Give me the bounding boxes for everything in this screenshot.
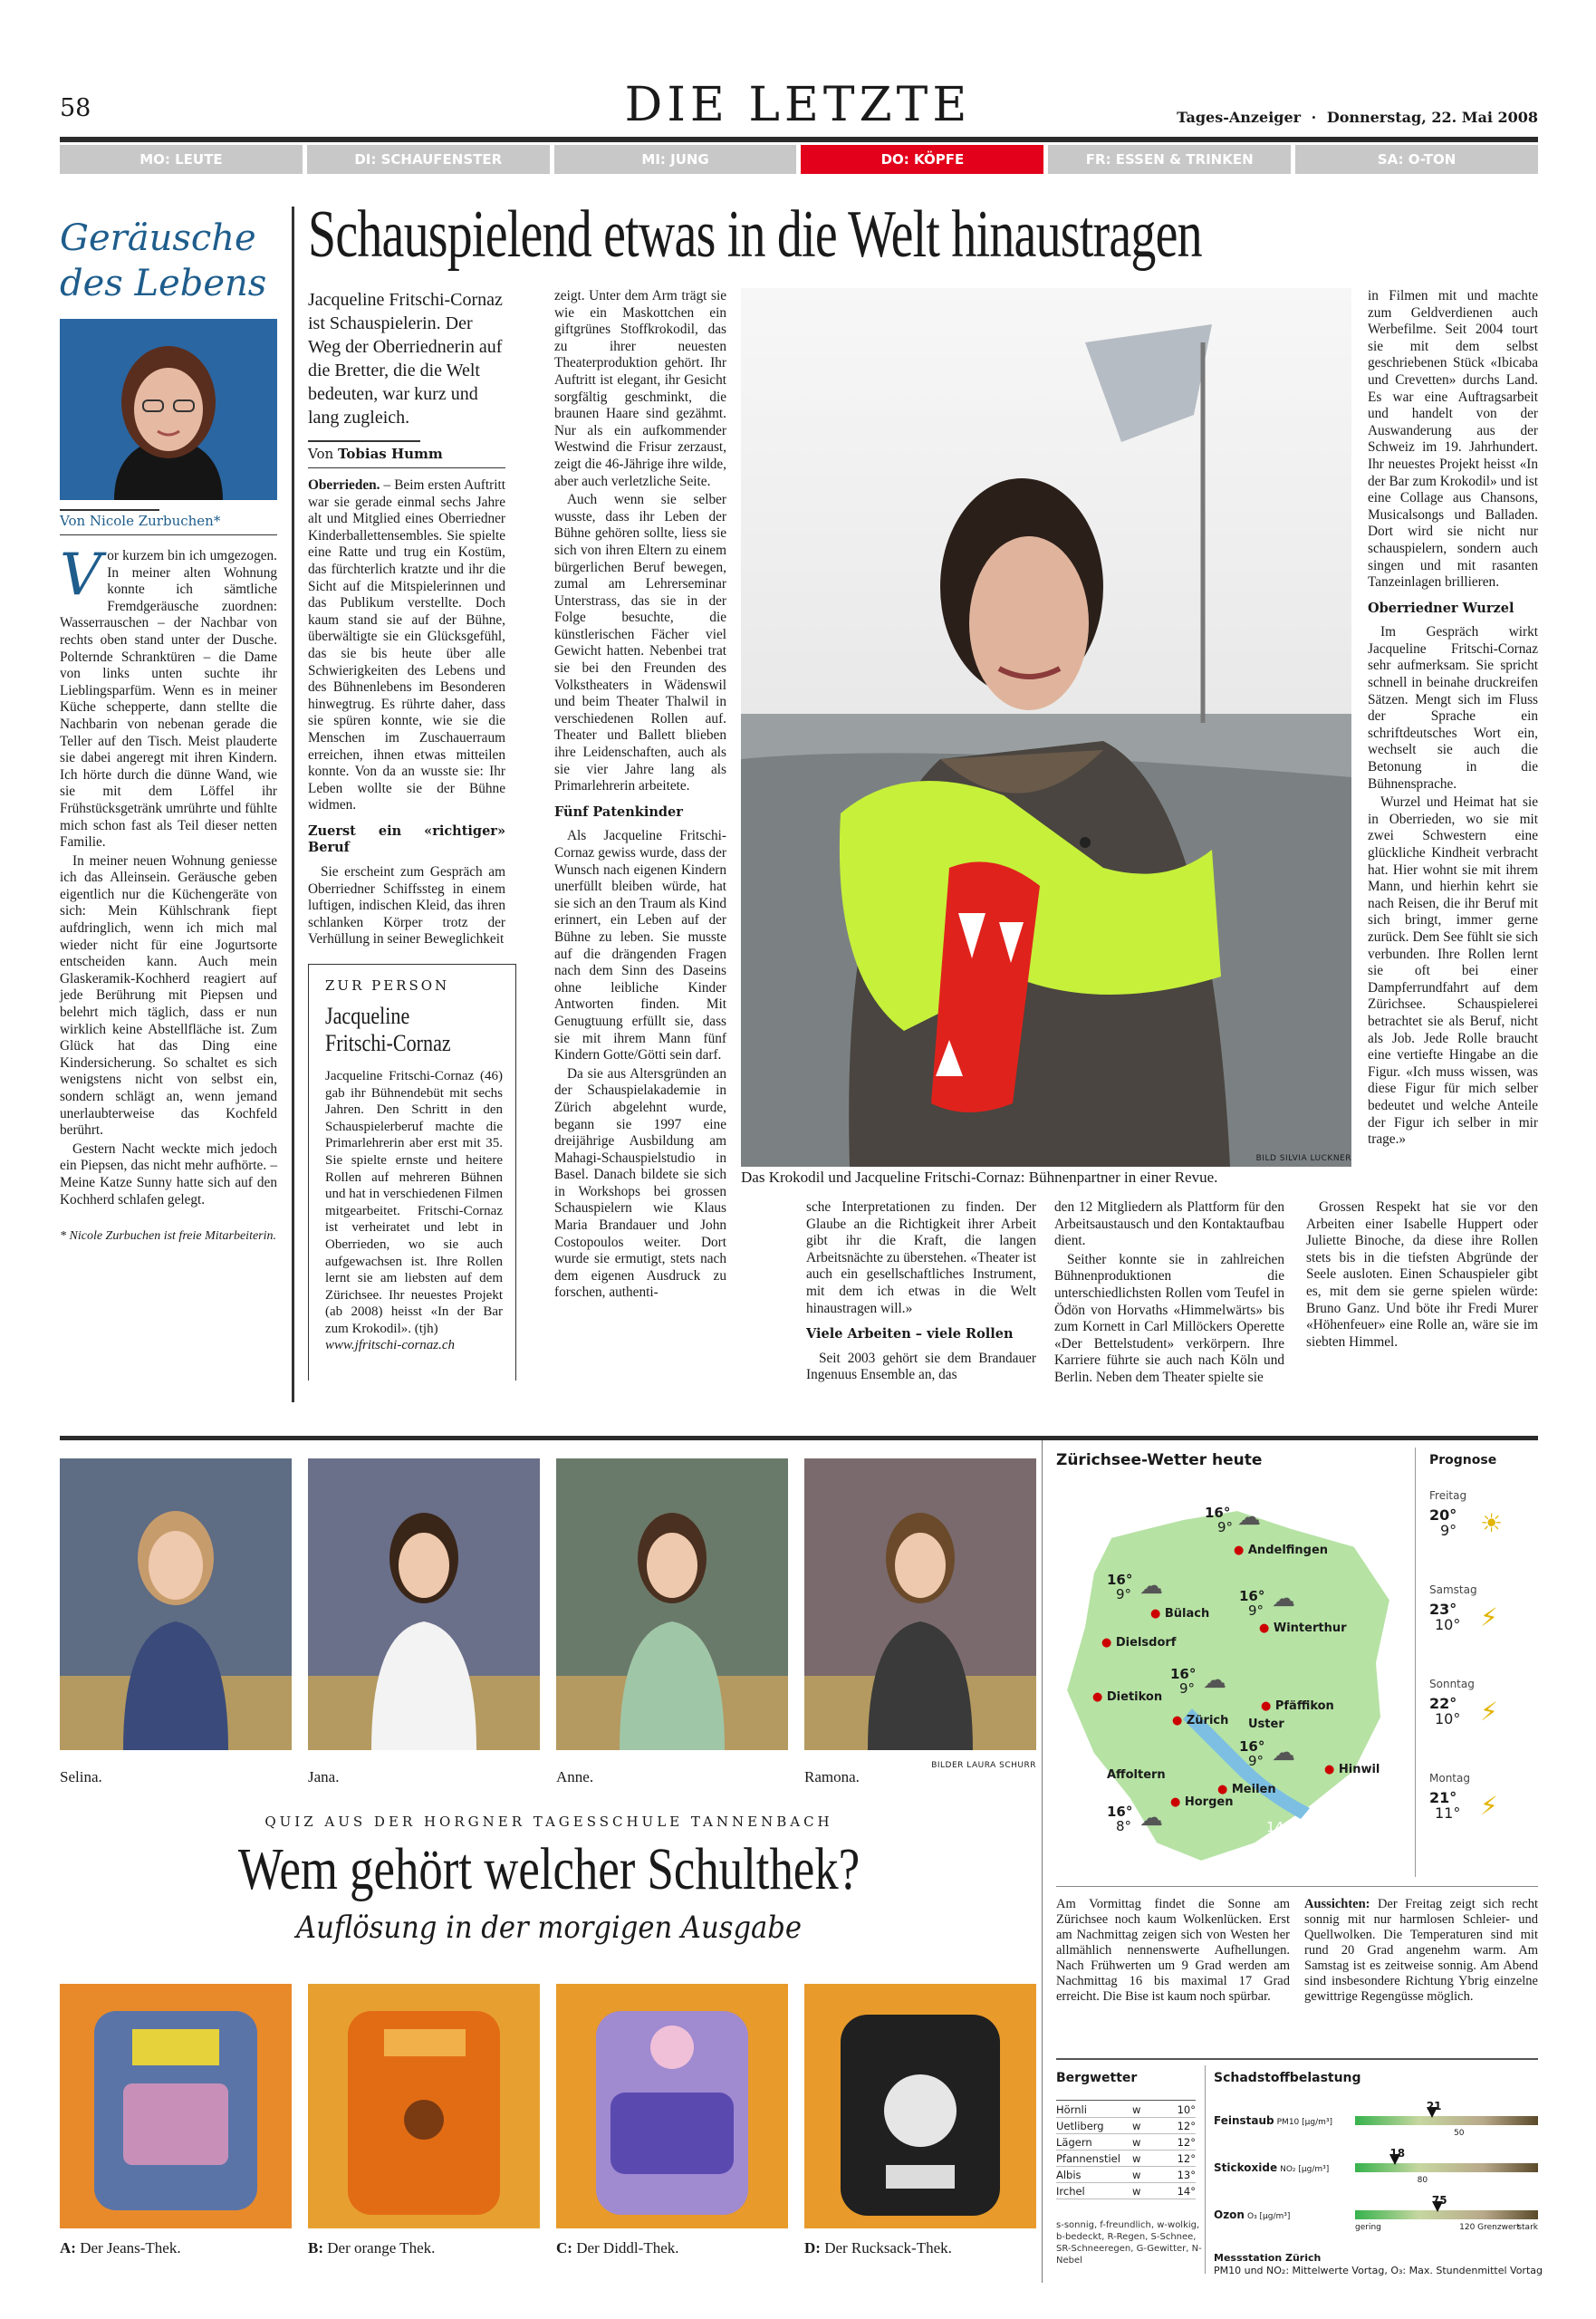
person-name-line: Jacqueline xyxy=(325,1003,410,1029)
article-col-2 xyxy=(554,288,726,1304)
kid-caption: Selina. xyxy=(60,1768,102,1785)
town-uster xyxy=(1248,1718,1284,1731)
kid-photo xyxy=(308,1458,540,1750)
bag-letter: B: xyxy=(308,2239,323,2256)
bag-photo xyxy=(308,1984,540,2228)
tab-label: FR: ESSEN & TRINKEN xyxy=(1085,151,1254,168)
station-text: PM10 und NO₂: Mittelwerte Vortag, O₃: Max. Stundenmittel Vortag xyxy=(1214,2265,1543,2276)
pollution-value: 18 xyxy=(1389,2147,1406,2160)
kid-caption: Ramona. xyxy=(804,1768,860,1785)
forecast-lo: 10° xyxy=(1435,1616,1461,1633)
article-paragraph xyxy=(308,477,505,814)
forecast-list xyxy=(1429,1482,1538,1859)
berg-temp: 13° xyxy=(1177,2168,1196,2181)
weather-text-rule xyxy=(1056,1886,1538,1887)
pollution-row xyxy=(1214,2192,1538,2239)
bags-gallery xyxy=(60,1984,1038,2237)
forecast-hi: 20° xyxy=(1429,1506,1457,1524)
article-paragraph: zeigt. Unter dem Arm trägt sie wie ein Maskottchen ein giftgrünes Stoffkrokodil, das zu ihrer neuesten Theaterproduktion gehört. Ihr Auftritt ist elegant, ihr Gesicht sorgfältig geschminkt, die braunen Haare sind gezähmt. Nur als ein aufkommender Westwind die Frisur zerzaust, zeigt die 46-Jährige ihre wilde, aber auch verletzliche Seite. xyxy=(554,288,726,489)
article-lead: Jacqueline Fritschi-Cornaz ist Schauspielerin. Der Weg der Oberriednerin auf die Bretter, die die Welt bedeuten, war kurz und lang zugleich. xyxy=(308,290,503,428)
pollution-label xyxy=(1214,2208,1290,2221)
scale-low: gering xyxy=(1355,2223,1381,2232)
photo-caption: Das Krokodil und Jacqueline Fritschi-Cornaz: Bühnenpartner in einer Revue. xyxy=(741,1169,1218,1186)
kids-gallery xyxy=(60,1458,1038,1766)
kid-caption: Jana. xyxy=(308,1768,340,1785)
dropcap: V xyxy=(60,542,102,609)
town-label: Bülach xyxy=(1164,1607,1210,1621)
column-block xyxy=(60,216,277,1245)
forecast-hi: 21° xyxy=(1429,1789,1457,1806)
town-affoltern xyxy=(1107,1768,1166,1782)
pollution-row xyxy=(1214,2145,1538,2192)
column-byline: Von Nicole Zurbuchen* xyxy=(60,513,221,529)
temp-hi: 16° xyxy=(1107,1804,1133,1820)
bag-letter: C: xyxy=(556,2239,572,2256)
header-rule xyxy=(60,137,1538,142)
lake-temp: 14° xyxy=(1266,1819,1291,1835)
bag-photo xyxy=(60,1984,292,2228)
cloud-icon: ☁ xyxy=(1139,1804,1163,1831)
berg-table xyxy=(1056,2102,1196,2199)
column-title-line: Geräusche xyxy=(60,217,256,259)
berg-code: w xyxy=(1132,2151,1141,2165)
subhead: Zuerst ein «richtiger» Beruf xyxy=(308,823,505,856)
weather-map xyxy=(1056,1482,1409,1872)
bag-photo xyxy=(556,1984,788,2228)
person-box-name xyxy=(325,1003,476,1057)
thunder-icon: ⚡ xyxy=(1480,1602,1498,1632)
pollution-reference: 50 xyxy=(1454,2129,1465,2138)
forecast-day-label: Samstag xyxy=(1429,1583,1477,1596)
subhead: Viele Arbeiten – viele Rollen xyxy=(806,1326,1014,1342)
article-paragraph: Auch wenn sie selber wusste, dass ihr Leben der Bühne gehören sollte, liess sie sich von ihren Eltern zu einem bürgerlichen Beruf bewegen, zumal am Lehrerseminar Unterstrass, das sie in der Folge besuchte, die künstlerischen Fächer viel Gewicht hatten. Nebenbei trat sie bei den Freunden des Volkstheaters in Wädenswil und beim Theater Thalwil in verschiedenen Rollen auf. Theater und Ballett blieben ihre Leidenschaften, auch als sie vier Jahre lang als Primarlehrerin arbeitete. xyxy=(554,492,726,794)
prognose-divider xyxy=(1415,1448,1416,1877)
dateline-sep: · xyxy=(1311,109,1317,126)
paper-name: Tages-Anzeiger xyxy=(1177,109,1302,126)
berg-row xyxy=(1056,2118,1196,2134)
forecast-day xyxy=(1429,1482,1538,1576)
temp-hi: 16° xyxy=(1107,1572,1133,1588)
column-body xyxy=(60,542,277,1208)
weather-divider xyxy=(1042,1440,1043,2283)
tab-mi[interactable] xyxy=(554,145,797,174)
berg-temp: 12° xyxy=(1177,2119,1196,2132)
scale-high: stark xyxy=(1517,2223,1538,2232)
pollution-bar xyxy=(1355,2210,1538,2219)
berg-code: w xyxy=(1132,2102,1141,2116)
tab-di[interactable] xyxy=(307,145,550,174)
person-box-link[interactable]: www.jfritschi-cornaz.ch xyxy=(325,1337,456,1352)
forecast-hi: 23° xyxy=(1429,1601,1457,1618)
temp-lo: 9° xyxy=(1179,1680,1196,1697)
pollution-label xyxy=(1214,2161,1329,2174)
tab-label: MO: LEUTE xyxy=(139,151,223,168)
town-label: Affoltern xyxy=(1107,1768,1166,1782)
pollution-value: 75 xyxy=(1431,2194,1447,2207)
article-headline: Schauspielend etwas in die Welt hinaustragen xyxy=(308,197,1202,272)
town-zuerich: ● Zürich xyxy=(1172,1714,1229,1727)
town-buelach: ● Bülach xyxy=(1150,1607,1210,1621)
temp-lo: 8° xyxy=(1116,1818,1132,1834)
article-col-5-tail xyxy=(1306,1199,1538,1352)
article-col-3 xyxy=(806,1199,1036,1386)
town-horgen: ● Horgen xyxy=(1170,1795,1234,1809)
weather-text-right xyxy=(1304,1897,1538,2005)
tab-sa[interactable] xyxy=(1295,145,1538,174)
town-label: Horgen xyxy=(1184,1795,1234,1809)
thunder-icon: ⚡ xyxy=(1480,1790,1498,1821)
pollution-bar xyxy=(1355,2116,1538,2125)
column-title xyxy=(60,216,277,306)
article-col-4 xyxy=(1054,1199,1284,1389)
town-label: Uster xyxy=(1248,1718,1284,1731)
bag-label: Der Jeans-Thek. xyxy=(80,2239,181,2256)
town-andelfingen: ● Andelfingen xyxy=(1234,1544,1329,1557)
pollution-name: Stickoxide xyxy=(1214,2161,1278,2174)
pollution-name: Feinstaub xyxy=(1214,2114,1274,2127)
kid-photo xyxy=(60,1458,292,1750)
map-temp xyxy=(1107,1804,1132,1833)
column-paragraph xyxy=(60,542,277,852)
weather-text-left: Am Vormittag findet die Sonne am Zürichsee noch kaum Wolkenlücken. Erst am Nachmittag zeigen sich von Westen her allmählich nennenswerte Aufhellungen. Nach Frühwerten um 9 Grad werden am Nachmittag 16 bis maximal 17 Grad erreicht. Die Bise ist kaum noch spürbar. xyxy=(1056,1897,1290,2004)
quiz-subline: Auflösung in der morgigen Ausgabe xyxy=(296,1910,802,1946)
article-byline xyxy=(308,446,505,462)
berg-name: Albis xyxy=(1056,2168,1082,2181)
pollution-unit: PM10 [µg/m³] xyxy=(1276,2118,1332,2127)
pollution-label xyxy=(1214,2114,1332,2127)
tab-label: SA: O-TON xyxy=(1377,151,1457,168)
berg-name: Hörnli xyxy=(1056,2102,1087,2116)
berg-title: Bergwetter xyxy=(1056,2071,1138,2085)
bag-photo xyxy=(804,1984,1036,2228)
article-paragraph: Seit 2003 gehört sie dem Brandauer Ingenuus Ensemble an, das xyxy=(806,1350,1036,1383)
bag-caption-d xyxy=(804,2239,952,2257)
forecast-day-label: Sonntag xyxy=(1429,1678,1475,1690)
article-paragraph: den 12 Mitgliedern als Plattform für den Arbeitsaustausch und den Kontaktaufbau dient. xyxy=(1054,1199,1284,1249)
article-paragraph: Grossen Respekt hat sie vor den Arbeiten einer Isabelle Huppert oder Juliette Binoche, da diese ihre Rollen stets bis in die tiefsten Abgründe der Seele ausloten. Einen Schauspieler gibt es, mit dem sie gerne spielen würde: Bruno Ganz. Und böte ihr Fredi Murer «Höhenfeuer» eine Rolle an, wäre sie im siebten Himmel. xyxy=(1306,1199,1538,1350)
article-paragraph: Im Gespräch wirkt Jacqueline Fritschi-Cornaz sehr aufmerksam. Sie spricht schnell in beinahe druckreifen Sätzen. Mengt sich im Fluss der Sprache ein schriftdeutsches Wort ein, wechselt sie auch die Betonung in die Bühnensprache. xyxy=(1368,624,1538,792)
pollution-bar xyxy=(1355,2163,1538,2172)
article-paragraph: Sie erscheint zum Gespräch am Oberriedner Schiffssteg in einem luftigen, indischen Kleid, das ihren schlanken Körper trotz der Verhüllung in seiner Beweglichkeit xyxy=(308,864,505,948)
pollution-rows xyxy=(1214,2098,1538,2239)
outlook-lead: Aussichten: xyxy=(1304,1897,1370,1911)
pollution-reference: 80 xyxy=(1417,2176,1428,2185)
town-winterthur: ● Winterthur xyxy=(1259,1621,1347,1635)
forecast-day xyxy=(1429,1576,1538,1670)
berg-code: w xyxy=(1132,2135,1141,2149)
person-box xyxy=(308,964,516,1381)
date: Donnerstag, 22. Mai 2008 xyxy=(1326,109,1538,126)
column-title-line: des Lebens xyxy=(60,263,267,304)
town-label: Pfäffikon xyxy=(1274,1699,1334,1713)
kid-photo xyxy=(804,1458,1036,1750)
column-divider xyxy=(292,207,294,1402)
cloud-icon: ☁ xyxy=(1272,1585,1295,1612)
bag-letter: A: xyxy=(60,2239,76,2256)
main-photo xyxy=(741,288,1351,1167)
berg-row xyxy=(1056,2167,1196,2183)
temp-hi: 16° xyxy=(1170,1666,1197,1682)
berg-row xyxy=(1056,2134,1196,2151)
quiz-headline: Wem gehört welcher Schulthek? xyxy=(237,1836,860,1902)
cloud-icon: ☁ xyxy=(1237,1504,1261,1530)
town-dielsdorf: ● Dielsdorf xyxy=(1101,1636,1177,1650)
temp-lo: 9° xyxy=(1217,1519,1234,1535)
berg-code: w xyxy=(1132,2168,1141,2181)
pollution-title: Schadstoffbelastung xyxy=(1214,2071,1361,2085)
berg-name: Pfannenstiel xyxy=(1056,2151,1120,2165)
prognose-title: Prognose xyxy=(1429,1453,1497,1467)
berg-temp: 12° xyxy=(1177,2151,1196,2165)
photo-actress-crocodile xyxy=(741,288,1351,1167)
tab-do[interactable] xyxy=(801,145,1043,174)
article-paragraph: Seither konnte sie in zahlreichen Bühnenproduktionen die unterschiedlichsten Rollen vom Teufel in Ödön von Horvaths «Himmelwärts» bis zum Kornett in Carl Millöckers Operette «Der Bettelstudent» verkörpern. Ihre Karriere führte sie auch nach Köln und Berlin. Neben dem Theater spielte sie xyxy=(1054,1251,1284,1385)
author-portrait xyxy=(60,319,277,500)
forecast-hi: 22° xyxy=(1429,1695,1457,1712)
sun-cloud-icon: ☀ xyxy=(1480,1507,1504,1538)
map-temp xyxy=(1205,1506,1233,1535)
column-footnote: * Nicole Zurbuchen ist freie Mitarbeiterin. xyxy=(60,1229,277,1244)
bag-caption-c xyxy=(556,2239,679,2257)
bag-caption-b xyxy=(308,2239,435,2257)
berg-row xyxy=(1056,2102,1196,2118)
cloud-icon: ☁ xyxy=(1203,1667,1226,1693)
pollution-value: 21 xyxy=(1426,2100,1442,2112)
cloud-icon: ☁ xyxy=(1272,1739,1295,1766)
byline-prefix: Von xyxy=(308,446,334,462)
paper-dateline xyxy=(1177,109,1538,126)
tab-label: DI: SCHAUFENSTER xyxy=(354,151,503,168)
berg-legend: s-sonnig, f-freundlich, w-wolkig, b-bedeckt, R-Regen, S-Schnee, SR-Schneeregen, G-Gewitter, N-Nebel xyxy=(1056,2220,1202,2266)
berg-code: w xyxy=(1132,2184,1141,2198)
forecast-day xyxy=(1429,1670,1538,1765)
map-temp xyxy=(1107,1573,1132,1602)
kid-caption: Anne. xyxy=(556,1768,594,1785)
town-label: Winterthur xyxy=(1273,1621,1347,1635)
person-box-kicker: ZUR PERSON xyxy=(325,977,450,994)
article-paragraph: in Filmen mit und machte zum Geldverdienen auch Werbefilme. Seit 2004 tourt sie mit dem selbst geschriebenen Stück «Ibicaba und Crevetten» durchs Land. Es war eine Auftragsarbeit und handelt von der Auswanderung aus der Schweiz im 19. Jahrhundert. Ihr neuestes Projekt heisst «In der Bar zum Krokodil» und ist eine Collage aus Chansons, Musicalsongs und Balladen. Dort wird sie nicht nur schauspielern, sondern auch singen und mit rasanten Tanzeinlagen brillieren. xyxy=(1368,288,1538,591)
forecast-lo: 10° xyxy=(1435,1710,1461,1727)
berg-rule xyxy=(1056,2100,1196,2101)
town-label: Dietikon xyxy=(1106,1690,1163,1704)
forecast-lo: 9° xyxy=(1440,1522,1457,1539)
pollution-name: Ozon xyxy=(1214,2208,1245,2221)
portrait-image xyxy=(60,319,277,500)
column-paragraph: In meiner neuen Wohnung geniesse ich das Alleinsein. Geräusche geben eigentlich nur die Küchengeräte von sich: Mein Kühlschrank fiept aufdringlich, wenn ich mich mal wieder nicht für eine Jogurtsorte entscheiden kann. Auch mein Glaskeramik-Kochherd reagiert auf jede Berührung mit Piepsen und belehrt mich täglich, dass er nun wirklich keine Abstellfläche ist. Zum Glück hat das Ding eine Kindersicherung. So schaltet es sich wenigstens nicht von selbst ein, sondern schlägt an, wenn jemand unerlaubterweise das Kochfeld berührt. xyxy=(60,852,277,1139)
pollution-unit: O₃ [µg/m³] xyxy=(1246,2212,1291,2221)
page-number: 58 xyxy=(60,94,91,122)
pollution-row xyxy=(1214,2098,1538,2145)
quiz-kicker: QUIZ AUS DER HORGNER TAGESSCHULE TANNENBACH xyxy=(264,1814,833,1830)
article-col-5 xyxy=(1368,288,1538,1150)
berg-name: Irchel xyxy=(1056,2184,1085,2198)
tab-fr[interactable] xyxy=(1048,145,1291,174)
section-title: DIE LETZTE xyxy=(624,78,972,132)
town-label: Hinwil xyxy=(1338,1763,1380,1776)
map-temp xyxy=(1239,1589,1264,1618)
kid-photo xyxy=(556,1458,788,1750)
kids-photo-credit: BILDER LAURA SCHURR xyxy=(931,1761,1036,1770)
town-label: Dielsdorf xyxy=(1115,1636,1177,1650)
berg-divider xyxy=(1205,2065,1206,2274)
town-hinwil: ● Hinwil xyxy=(1324,1763,1380,1776)
forecast-day xyxy=(1429,1765,1538,1859)
temp-lo: 9° xyxy=(1116,1586,1132,1602)
column-p1: or kurzem bin ich umgezogen. In meiner alten Wohnung konnte ich sämtliche Fremdgeräusche zuordnen: Wasserrauschen – der Nachbar von rechts oben stand unter der Dusche. Polternde Schranktüren – die Dame von links unten suchte ihr Lieblingsparfüm. Wenn es in meiner Küche schepperte, dann stellte die Nachbarin von nebenan gerade die Teller auf den Tisch. Meist plauderte sie dabei angeregt mit ihren Kindern. Ich hörte durch die dünne Wand, wie sie mit dem Löffel ihr Frühstücksgetränk umrührte und fühlte mich schon fast als Teil dieser netten Familie. xyxy=(60,548,277,851)
article-lead-block xyxy=(308,288,505,950)
berg-name: Lägern xyxy=(1056,2135,1092,2149)
article-paragraph: Wurzel und Heimat hat sie in Oberrieden, wo sie mit zwei Schwestern eine glückliche Kindheit verbracht hat. Hier wohnt sie mit ihrem Mann, und hierhin kehrt sie nach Reisen, die ihr Beruf mit sich bringt, immer gerne zurück. Dem See fühlt sie sich verbunden. Ihre Rollen lernt sie oft bei einer Dampferrundfahrt auf dem Zürichsee. Schauspielerei betrachtet sie als Beruf, nicht als Job. Jede Rolle braucht eine vertiefte Hingabe an die Figur. «Ich muss wissen, was diese Figur für mich selber bedeutet und welche Anteile der Figur ich selber in mir trage.» xyxy=(1368,794,1538,1148)
berg-row xyxy=(1056,2183,1196,2199)
temp-hi: 16° xyxy=(1205,1505,1231,1521)
berg-temp: 14° xyxy=(1177,2184,1196,2198)
berg-code: w xyxy=(1132,2119,1141,2132)
town-pfaeffikon: ● Pfäffikon xyxy=(1261,1699,1334,1713)
bag-caption-a xyxy=(60,2239,181,2257)
bag-label: Der Rucksack-Thek. xyxy=(824,2239,952,2256)
map-temp xyxy=(1239,1739,1264,1768)
berg-temp: 10° xyxy=(1177,2102,1196,2116)
article-paragraph: sche Interpretationen zu finden. Der Glaube an die Richtigkeit ihrer Arbeit gibt ihr die Kraft, die langen Arbeitsnächte zu überstehen. «Theater ist auch ein gesellschaftliches Instrument, mit dem ich etwas in die Welt hinaustragen will.» xyxy=(806,1199,1036,1316)
map-temp xyxy=(1170,1667,1196,1696)
person-name-line: Fritschi-Cornaz xyxy=(325,1030,451,1056)
temp-lo: 9° xyxy=(1248,1753,1264,1769)
temp-hi: 16° xyxy=(1239,1738,1265,1755)
article-col-1 xyxy=(308,477,505,948)
section-tabs xyxy=(60,145,1538,174)
dateline: Oberrieden. xyxy=(308,477,380,493)
station-title: Messstation Zürich xyxy=(1214,2252,1322,2264)
article-paragraph: Da sie aus Altersgründen an der Schauspielakademie in Zürich abgelehnt wurde, begann sie 1997 eine dreijährige Ausbildung am Mahagi-Schauspielstudio in Basel. Danach bildete sie sich in Workshops bei grossen Schauspielern wie Klaus Maria Brandauer und John Costopoulos weiter. Dort wurde sie ermutigt, stets nach dem eigenen Ausdruck zu forschen, authenti- xyxy=(554,1065,726,1301)
tab-label: MI: JUNG xyxy=(641,151,709,168)
town-label: Andelfingen xyxy=(1247,1544,1329,1557)
town-dietikon: ● Dietikon xyxy=(1092,1690,1163,1704)
article-text: – Beim ersten Auftritt war sie gerade einmal sechs Jahre alt und Mitglied eines Oberriedner Kinderballettensembles. Sie spielte eine Ratte und trug ein Kostüm, das fürchterlich kratzte und ihr die Sicht auf die Mitspielerinnen und das Publikum verstellte. Doch kaum stand sie auf der Bühne, überwältigte sie ein Glücksgefühl, das sie bis heute über alle Schwierigkeiten des Lebens und des Bühnenlebens im Besonderen hinwegtrug. Es rührte daher, dass sie spüren konnte, wie sie die Menschen im Zuschauerraum erreichen, ihnen etwas mitteilen konnte. Von da an wusste sie: Ihr Leben wollte sie der Bühne widmen. xyxy=(308,477,505,813)
town-label: Meilen xyxy=(1231,1783,1276,1796)
subhead: Fünf Patenkinder xyxy=(554,803,683,820)
person-box-text: Jacqueline Fritschi-Cornaz (46) gab ihr Bühnendebüt mit sechs Jahren. Den Schritt in den Schauspielerberuf machte die Primarlehrerin aber erst mit 35. Sie spielte ernste und heitere Rollen auf mehreren Bühnen und hat in verschiedenen Filmen mitgearbeitet. Fritschi-Cornaz ist verheiratet und lebt in Oberrieden, wo sie auch aufgewachsen ist. Ihre Rollen lernt sie am liebsten auf dem Zürichsee. Ihr neuestes Projekt (ab 2008) heisst «In der Bar zum Krokodil». (tjh) xyxy=(325,1069,503,1336)
berg-row xyxy=(1056,2151,1196,2167)
article-paragraph: Als Jacqueline Fritschi-Cornaz gewiss wurde, dass der Wunsch nach eigenen Kindern unerfüllt bleiben würde, hat sie sich an den Traum als Kind erinnert, ein Leben auf der Bühne zu leben. Sie musste auf die drängenden Fragen nach dem Sinn des Daseins ohne leibliche Kinder Antworten finden. Mit Genugtuung erfüllt sie, dass sie mit ihrem Mann fünf Kindern Gotte/Götti sein darf. xyxy=(554,828,726,1063)
pollution-reference: 120 Grenzwert xyxy=(1459,2223,1520,2232)
cloud-icon: ☁ xyxy=(1139,1573,1163,1599)
bag-label: Der orange Thek. xyxy=(327,2239,436,2256)
temp-lo: 9° xyxy=(1248,1602,1264,1619)
berg-name: Uetliberg xyxy=(1056,2119,1104,2132)
bottom-rule xyxy=(60,1436,1538,1440)
thunder-icon: ⚡ xyxy=(1480,1696,1498,1727)
forecast-lo: 11° xyxy=(1435,1804,1461,1822)
town-meilen: ● Meilen xyxy=(1217,1783,1276,1796)
bag-label: Der Diddl-Thek. xyxy=(576,2239,679,2256)
byline-name: Tobias Humm xyxy=(337,446,443,462)
pollution-unit: NO₂ [µg/m³] xyxy=(1280,2165,1330,2174)
temp-hi: 16° xyxy=(1239,1588,1265,1604)
town-label: Zürich xyxy=(1186,1714,1229,1727)
forecast-day-label: Freitag xyxy=(1429,1489,1467,1502)
bag-letter: D: xyxy=(804,2239,821,2256)
weather-bottom-rule xyxy=(1056,2058,1538,2060)
weather-title: Zürichsee-Wetter heute xyxy=(1056,1451,1263,1469)
forecast-day-label: Montag xyxy=(1429,1772,1470,1785)
tab-mo[interactable] xyxy=(60,145,303,174)
outlook-text: Der Freitag zeigt sich recht sonnig mit nur harmlosen Schleier- und Quellwolken. Die Temperaturen sind mit rund 20 Grad angenehm warm. Am Samstag ist es zeitweise sonnig. Am Abend sind insbesondere Richtung Ybrig einzelne gewittrige Regengüsse möglich. xyxy=(1304,1897,1538,2004)
subhead: Oberriedner Wurzel xyxy=(1368,600,1514,616)
berg-temp: 12° xyxy=(1177,2135,1196,2149)
column-paragraph: Gestern Nacht weckte mich jedoch ein Piepsen, das nicht mehr aufhörte. – Meine Katze Sunny hatte sich auf den Kochherd schlafen gelegt. xyxy=(60,1140,277,1208)
tab-label: DO: KÖPFE xyxy=(880,151,965,168)
photo-credit: BILD SILVIA LUCKNER xyxy=(1255,1154,1351,1163)
